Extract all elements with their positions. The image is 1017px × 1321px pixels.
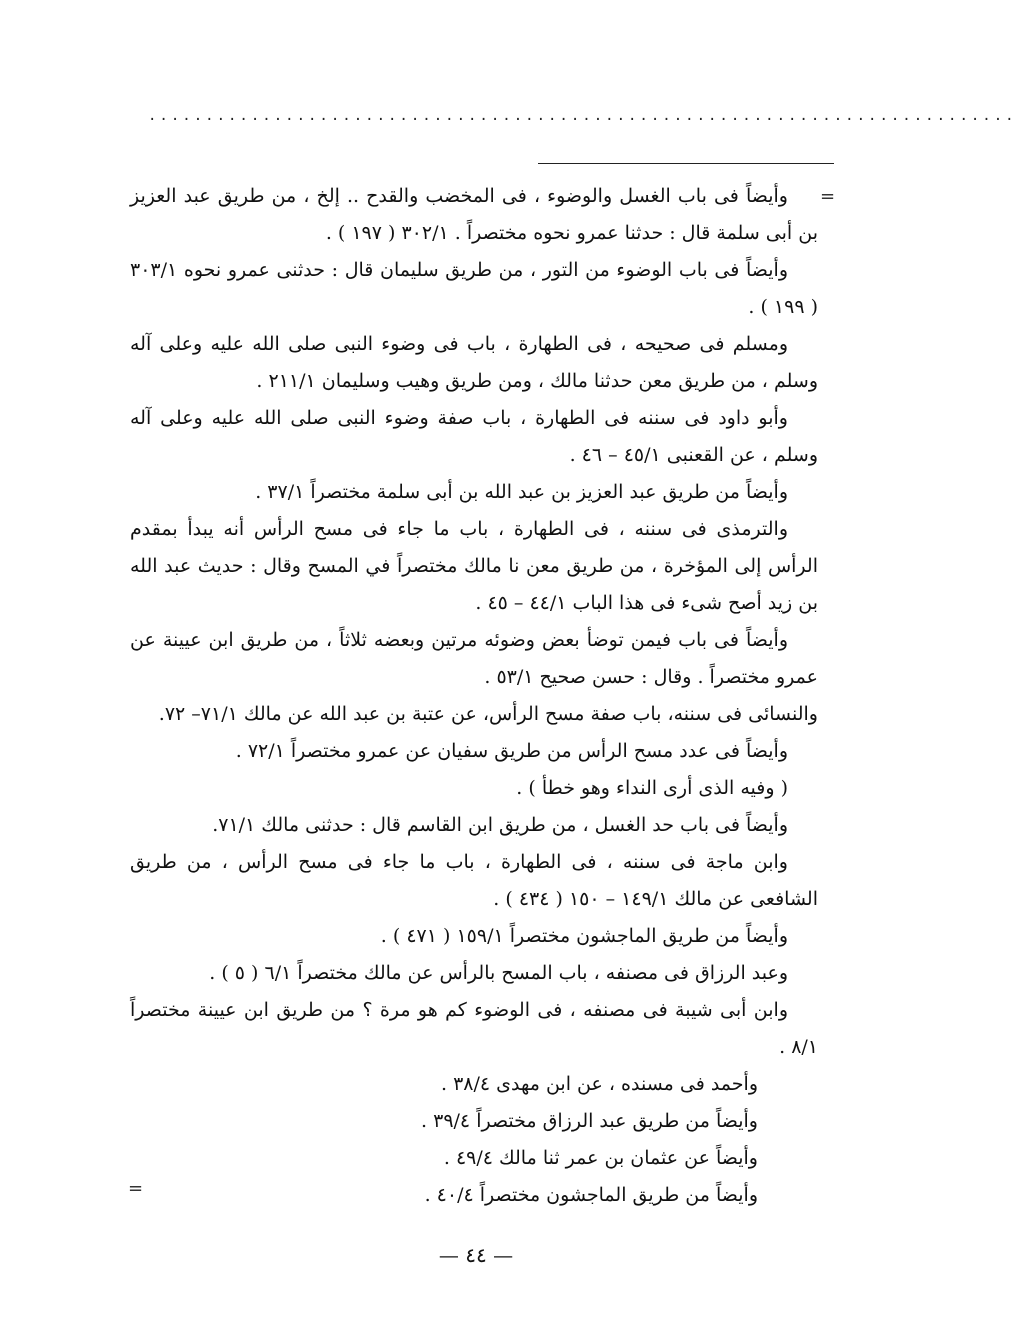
footnote-paragraph: وأيضاً من طريق الماجشون مختصراً ١٥٩/١ ( ٤٧١ ) . [380, 925, 788, 947]
footnote-paragraph: وأيضاً من طريق عبد العزيز بن عبد الله بن أبى سلمة مختصراً ٣٧/١ . [255, 481, 788, 503]
footnote-paragraph: وابن ماجة فى سننه ، فى الطهارة ، باب ما جاء فى مسح الرأس ، من طريق الشافعى عن مالك ١٤٩/١ – ١٥٠ ( ٤٣٤ ) . [130, 851, 818, 910]
footnote-paragraph: وأيضاً فى باب فيمن توضأ بعض وضوئه مرتين وبعضه ثلاثاً ، من طريق ابن عيينة عن عمرو مختصراً . وقال : حسن صحيح ٥٣/١ . [130, 629, 818, 688]
footnote-paragraph: وأيضاً من طريق عبد الرزاق مختصراً ٣٩/٤ . [421, 1110, 758, 1132]
header-dotted-line: ............................................................................ [148, 108, 1017, 124]
footnote-body [130, 178, 818, 1214]
footnote-paragraph: وأيضاً من طريق الماجشون مختصراً ٤٠/٤ . [424, 1184, 758, 1206]
footnote-separator [538, 163, 834, 164]
footnote-paragraph: ( وفيه الذى أرى النداء وهو خطأ ) . [516, 777, 788, 799]
continuation-mark: = [820, 186, 836, 207]
footnote-paragraph: والنسائى فى سننه، باب صفة مسح الرأس، عن عتبة بن عبد الله عن مالك ٧١/١– ٧٢. [158, 703, 818, 725]
footnote-paragraph: ومسلم فى صحيحه ، فى الطهارة ، باب فى وضوء النبى صلى الله عليه وعلى آله وسلم ، من طريق معن حدثنا مالك ، ومن طريق وهيب وسليمان ٢١١/١ . [130, 333, 818, 392]
footnote-paragraph: والترمذى فى سننه ، فى الطهارة ، باب ما جاء فى مسح الرأس أنه يبدأ بمقدم الرأس إلى المؤخرة ، من طريق معن نا مالك مختصراً في المسح وقال : حديث عبد الله بن زيد أصح شىء فى هذا الباب ٤٤/١ – ٤٥ . [130, 518, 818, 614]
footnote-paragraph: وأيضاً فى باب الغسل والوضوء ، فى المخضب والقدح .. إلخ ، من طريق عبد العزيز بن أبى سلمة قال : حدثنا عمرو نحوه مختصراً . ٣٠٢/١ ( ١٩٧ ) . [130, 185, 818, 244]
continuation-end-mark: = [128, 1178, 144, 1199]
footnote-paragraph: وأبو داود فى سننه فى الطهارة ، باب صفة وضوء النبى صلى الله عليه وعلى آله وسلم ، عن القعنبى ٤٥/١ – ٤٦ . [130, 407, 818, 466]
footnote-paragraph: وابن أبى شيبة فى مصنفه ، فى الوضوء كم هو مرة ؟ من طريق ابن عيينة مختصراً ٨/١ . [130, 999, 818, 1058]
footnote-paragraph: وأيضاً فى باب الوضوء من التور ، من طريق سليمان قال : حدثنى عمرو نحوه ٣٠٣/١ ( ١٩٩ ) . [130, 259, 818, 318]
footnote-paragraph: وعبد الرزاق فى مصنفه ، باب المسح بالرأس عن مالك مختصراً ٦/١ ( ٥ ) . [209, 962, 788, 984]
footnote-paragraph: وأيضاً فى عدد مسح الرأس من طريق سفيان عن عمرو مختصراً ٧٢/١ . [235, 740, 788, 762]
footnote-paragraph: وأيضاً عن عثمان بن عمر ثنا مالك ٤٩/٤ . [443, 1147, 758, 1169]
footnote-paragraph: وأحمد فى مسنده ، عن ابن مهدى ٣٨/٤ . [440, 1073, 758, 1095]
page-number: — ٤٤ — [438, 1243, 514, 1267]
footnote-paragraph: وأيضاً فى باب حد الغسل ، من طريق ابن القاسم قال : حدثنى مالك ٧١/١. [212, 814, 788, 836]
